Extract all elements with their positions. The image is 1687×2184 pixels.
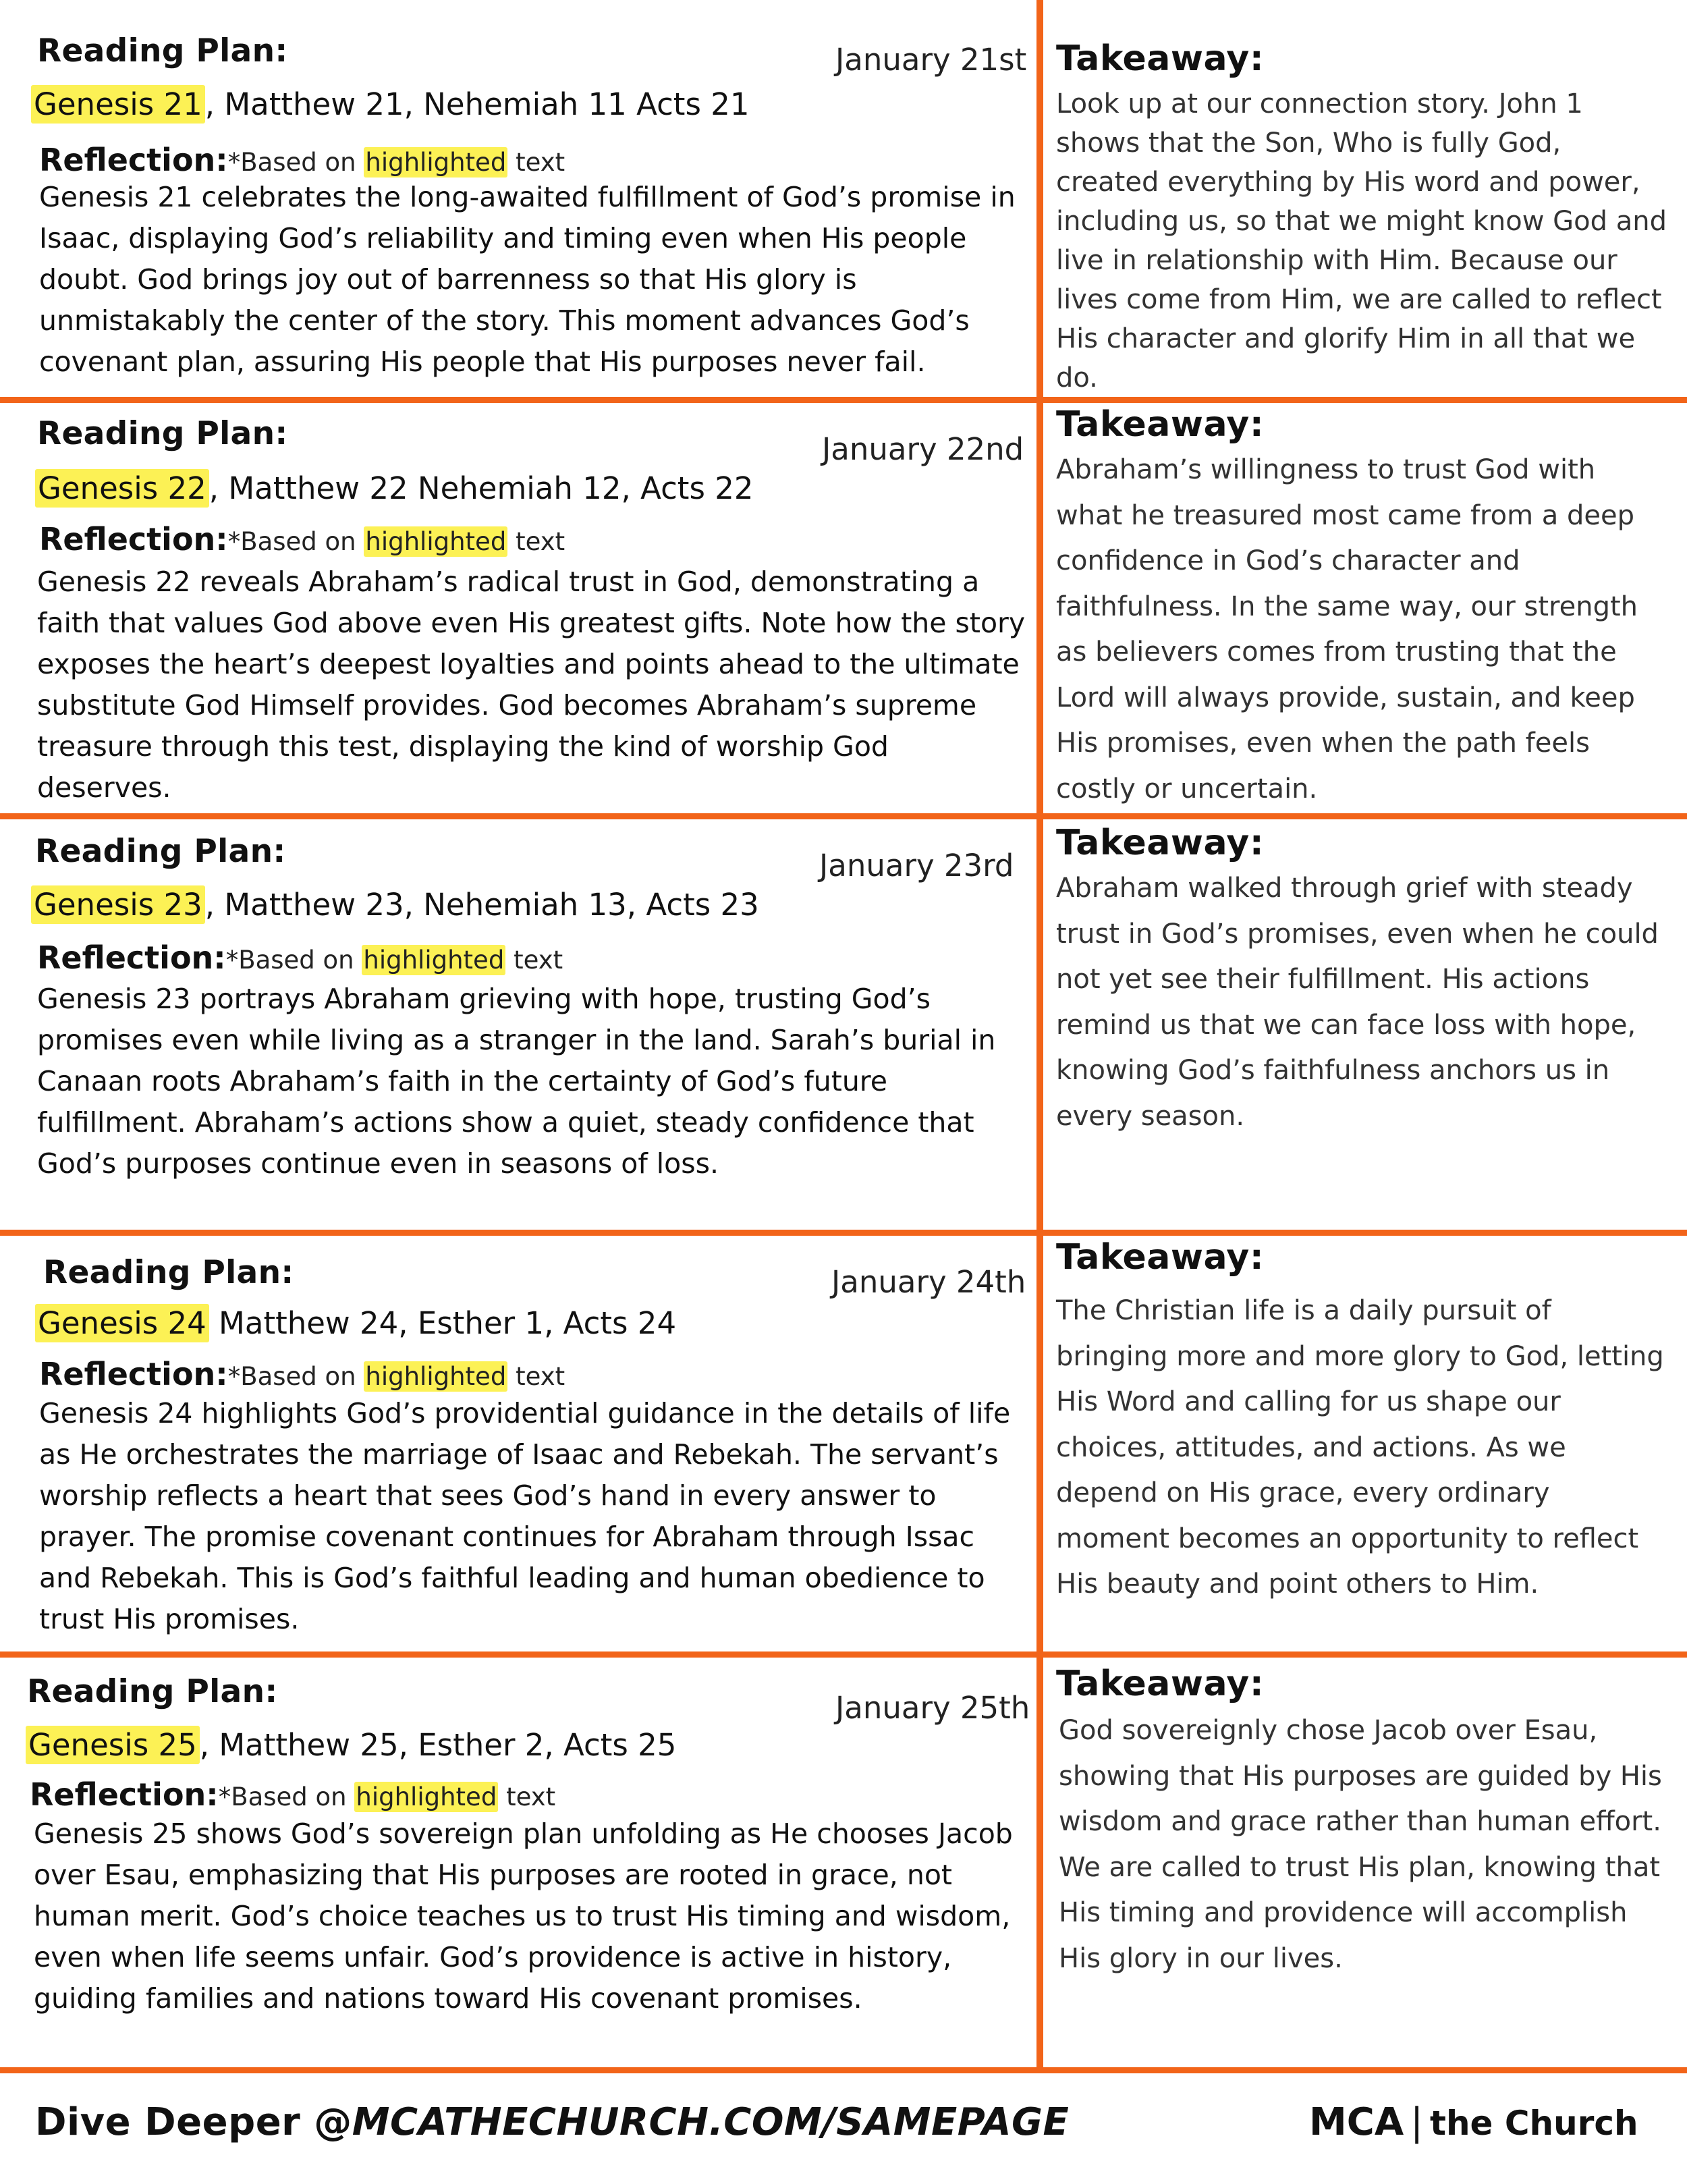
reflection-note-after: text bbox=[507, 1362, 565, 1391]
reflection-label: Reflection: bbox=[39, 521, 228, 557]
takeaway-panel bbox=[1056, 1658, 1674, 2067]
reflection-note bbox=[228, 526, 565, 557]
brand-tagline: the Church bbox=[1430, 2104, 1638, 2143]
takeaway-label: Takeaway: bbox=[1056, 38, 1265, 79]
takeaway-body: God sovereignly chose Jacob over Esau, showing that His purposes are guided by His wisdom and grace rather than human effort. We are called to trust His plan, knowing that His timing and providence will accomplish His glory in our lives. bbox=[1059, 1715, 1662, 1974]
reflection-note-highlight: highlighted bbox=[365, 1362, 507, 1391]
reflection-note-highlight: highlighted bbox=[365, 527, 507, 556]
reflection-body: Genesis 22 reveals Abraham’s radical trust in God, demonstrating a faith that values God above even His greatest gifts. Note how the story exposes the heart’s deepest loyalties and points ahead to the ultimate substitute God Himself provides. God becomes Abraham’s supreme treasure through this test, displaying the kind of worship God deserves. bbox=[37, 566, 1026, 804]
reflection-body: Genesis 23 portrays Abraham grieving with hope, trusting God’s promises even while living as a stranger in the land. Sarah’s burial in Canaan roots Abraham’s faith in the certainty of God’s future fulfillment. Abraham’s actions show a quiet, steady confidence that God’s purposes continue even in seasons of loss. bbox=[37, 983, 996, 1180]
reading-plan-label: Reading Plan: bbox=[35, 833, 286, 870]
takeaway-label: Takeaway: bbox=[1056, 823, 1265, 863]
reflection-label: Reflection: bbox=[39, 142, 228, 178]
entry-jan-23 bbox=[0, 819, 1687, 1230]
footer-prefix: Dive Deeper @ bbox=[35, 2100, 352, 2144]
reading-list bbox=[35, 1305, 676, 1341]
entry-jan-25 bbox=[0, 1658, 1687, 2067]
reflection-label: Reflection: bbox=[30, 1776, 219, 1813]
entry-date: January 22nd bbox=[822, 431, 1024, 467]
reading-highlight: Genesis 21 bbox=[31, 85, 205, 124]
reflection-note-highlight: highlighted bbox=[356, 1782, 497, 1811]
entry-date: January 25th bbox=[835, 1690, 1030, 1726]
row-divider bbox=[0, 1230, 1687, 1236]
reading-panel bbox=[0, 403, 1036, 813]
reflection-note-before: *Based on bbox=[218, 1782, 355, 1811]
reflection-note-before: *Based on bbox=[227, 148, 364, 177]
takeaway-panel bbox=[1056, 403, 1674, 813]
reflection-body: Genesis 25 shows God’s sovereign plan unfolding as He chooses Jacob over Esau, emphasizing that His purposes are rooted in grace, not human merit. God’s choice teaches us to trust His timing and wisdom, even when life seems unfair. God’s providence is active in history, guiding families and nations toward His covenant promises. bbox=[34, 1818, 1013, 2015]
takeaway-panel bbox=[1056, 819, 1674, 1230]
reflection-heading bbox=[39, 521, 565, 557]
reading-plan-label: Reading Plan: bbox=[37, 415, 288, 452]
takeaway-body: Abraham’s willingness to trust God with what he treasured most came from a deep confidence in God’s character and faithfulness. In the same way, our strength as believers comes from trusting that the Lord will always provide, sustain, and keep His promises, even when the path feels costly or uncertain. bbox=[1056, 454, 1638, 804]
row-divider bbox=[0, 1651, 1687, 1658]
reflection-note bbox=[226, 945, 563, 975]
reading-plan-label: Reading Plan: bbox=[43, 1254, 294, 1291]
reading-highlight: Genesis 24 bbox=[35, 1304, 209, 1342]
row-divider bbox=[0, 397, 1687, 403]
reflection-note-before: *Based on bbox=[225, 946, 362, 975]
takeaway-body: Abraham walked through grief with steady trust in God’s promises, even when he could not yet see their fulfillment. His actions remind us that we can face loss with hope, knowing God’s faithfulness anchors us in every season. bbox=[1056, 873, 1659, 1132]
reading-rest: Matthew 24, Esther 1, Acts 24 bbox=[209, 1305, 677, 1341]
reading-panel bbox=[0, 1658, 1036, 2067]
reflection-note-highlight: highlighted bbox=[363, 946, 505, 975]
reflection-note bbox=[228, 1361, 565, 1392]
footer-url-link[interactable]: MCATHECHURCH.COM/SAMEPAGE bbox=[352, 2100, 1070, 2144]
entry-jan-22 bbox=[0, 403, 1687, 813]
footer-dive-deeper bbox=[35, 2100, 1069, 2144]
reading-panel bbox=[0, 819, 1036, 1230]
takeaway-label: Takeaway: bbox=[1056, 1237, 1265, 1278]
reflection-note-before: *Based on bbox=[227, 1362, 364, 1391]
takeaway-label: Takeaway: bbox=[1056, 404, 1265, 445]
takeaway-panel bbox=[1056, 1236, 1674, 1651]
row-divider bbox=[0, 2067, 1687, 2073]
reading-highlight: Genesis 22 bbox=[35, 469, 209, 508]
reflection-body: Genesis 24 highlights God’s providential guidance in the details of life as He orchestrates the marriage of Isaac and Rebekah. The servant’s worship reflects a heart that sees God’s hand in every answer to prayer. The promise covenant continues for Abraham through Issac and Rebekah. This is God’s faithful leading and human obedience to trust His promises. bbox=[39, 1397, 1011, 1635]
reading-list bbox=[26, 1727, 676, 1763]
reflection-label: Reflection: bbox=[37, 939, 226, 976]
reflection-note-highlight: highlighted bbox=[365, 148, 507, 177]
reflection-heading bbox=[37, 939, 563, 976]
reading-rest: , Matthew 22 Nehemiah 12, Acts 22 bbox=[209, 470, 754, 506]
reflection-note-after: text bbox=[498, 1782, 556, 1811]
takeaway-body: The Christian life is a daily pursuit of bringing more and more glory to God, letting His Word and calling for us shape our choices, attitudes, and actions. As we depend on His grace, every ordinary moment becomes an opportunity to reflect His beauty and point others to Him. bbox=[1056, 1295, 1664, 1600]
reflection-label: Reflection: bbox=[39, 1356, 228, 1392]
reading-highlight: Genesis 23 bbox=[31, 885, 205, 924]
reading-highlight: Genesis 25 bbox=[26, 1726, 200, 1764]
reflection-body: Genesis 21 celebrates the long-awaited fulfillment of God’s promise in Isaac, displaying God’s reliability and timing even when His people doubt. God brings joy out of barrenness so that His glory is unmistakably the center of the story. This moment advances God’s covenant plan, assuring His people that His purposes never fail. bbox=[39, 181, 1016, 378]
reading-plan-label: Reading Plan: bbox=[27, 1673, 278, 1710]
reflection-note bbox=[219, 1782, 555, 1812]
brand-name: MCA bbox=[1309, 2100, 1404, 2144]
takeaway-body: Look up at our connection story. John 1 shows that the Son, Who is fully God, created everything by His word and power, including us, so that we might know God and live in relationship with Him. Because our lives come from Him, we are called to reflect His character and glorify Him in all that we do. bbox=[1056, 88, 1667, 393]
entry-date: January 23rd bbox=[819, 848, 1014, 883]
reading-rest: , Matthew 21, Nehemiah 11 Acts 21 bbox=[204, 86, 750, 122]
entry-date: January 24th bbox=[831, 1264, 1026, 1300]
reflection-note-after: text bbox=[507, 148, 565, 177]
brand-divider: | bbox=[1410, 2100, 1424, 2144]
reflection-heading bbox=[39, 142, 565, 178]
reading-rest: , Matthew 25, Esther 2, Acts 25 bbox=[199, 1727, 677, 1763]
reflection-note-after: text bbox=[507, 527, 565, 556]
entry-jan-24 bbox=[0, 1236, 1687, 1651]
reflection-note bbox=[228, 147, 565, 178]
reading-panel bbox=[0, 0, 1036, 397]
reading-list bbox=[35, 470, 753, 506]
reflection-note-after: text bbox=[505, 946, 563, 975]
takeaway-label: Takeaway: bbox=[1056, 1664, 1265, 1704]
reading-list bbox=[31, 86, 749, 122]
takeaway-panel bbox=[1056, 0, 1674, 397]
reading-panel bbox=[0, 1236, 1036, 1651]
reading-rest: , Matthew 23, Nehemiah 13, Acts 23 bbox=[204, 887, 759, 923]
reading-plan-label: Reading Plan: bbox=[37, 32, 288, 70]
reading-list bbox=[31, 887, 759, 923]
entry-jan-21 bbox=[0, 0, 1687, 397]
entry-date: January 21st bbox=[835, 42, 1027, 78]
row-divider bbox=[0, 813, 1687, 819]
reflection-heading bbox=[30, 1776, 555, 1813]
reflection-note-before: *Based on bbox=[227, 527, 364, 556]
footer-brand bbox=[1309, 2100, 1638, 2144]
reflection-heading bbox=[39, 1356, 565, 1392]
